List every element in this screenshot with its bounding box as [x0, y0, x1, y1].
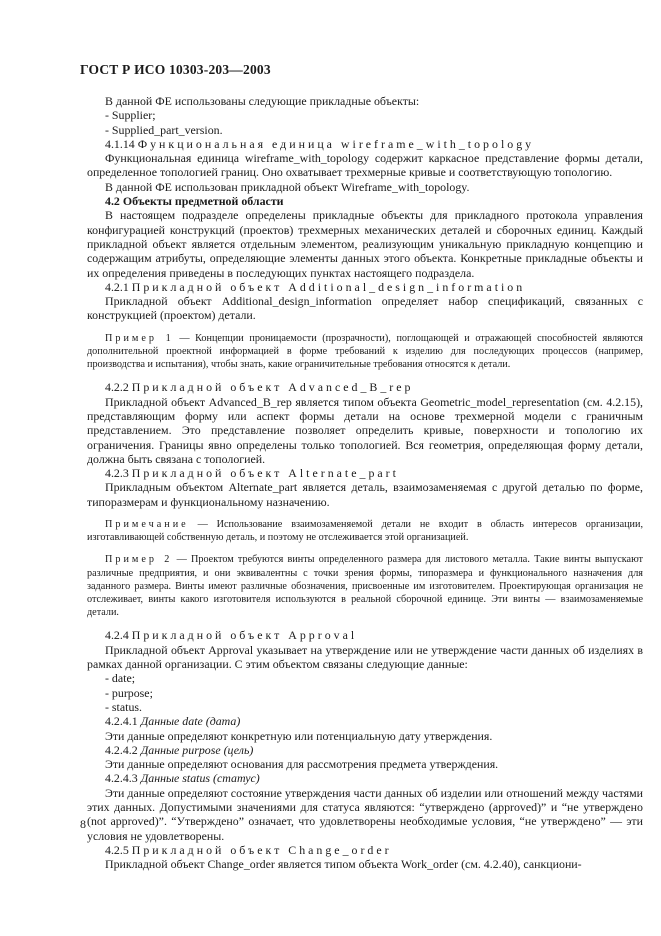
section-heading [87, 628, 643, 642]
section-title: Прикладной объект Alternate_part [131, 466, 399, 481]
paragraph: Эти данные определяют состояние утверждения части данных об изделии или отношений между частями этих данных. Допустимыми значениями для статуса являются: “утверждено (approved)” и “не утверждено (not approved)”. “Утверждено” означает, что удовлетворены необходимые условия, “не утверждено” — эти условия не удовлетворены. [87, 785, 643, 843]
paragraph: В данной ФЕ использован прикладной объект Wireframe_with_topology. [105, 179, 470, 194]
section-title: Функциональная единица wireframe_with_topology [137, 136, 535, 151]
section-title: Прикладной объект Approval [131, 628, 358, 643]
note-example [87, 332, 643, 372]
paragraph: Эти данные определяют основания для рассмотрения предмета утверждения. [105, 757, 499, 772]
section-number: 4.2.2 [105, 380, 129, 395]
paragraph: Функциональная единица wireframe_with_topology содержит каркасное представление формы детали, определенное топологией границ. Оно охватывает трехмерные кривые и соответствующую топологию. [87, 151, 643, 180]
section-number: 4.1.14 [105, 136, 135, 151]
section-number: 4.2.4.2 [105, 742, 138, 757]
section-heading [87, 137, 643, 151]
note [87, 518, 643, 544]
paragraph: Эти данные определяют конкретную или потенциальную дату утверждения. [105, 728, 493, 743]
paragraph: Прикладной объект Advanced_B_rep является типом объекта Geometric_model_representation (см. 4.2.15), представляющим форму или аспект формы детали на основе трехмерной модели с граничным представлением. Это представление позволяет определить кривые, поверхности и топологию их ограничения. Границы явно определены только топологией. Вся геометрия, определяющая форму детали, должна быть связана с топологией. [87, 394, 643, 466]
page-header: ГОСТ Р ИСО 10303-203—2003 [80, 62, 271, 77]
note-label: Пример 2 [105, 554, 173, 566]
section-heading [87, 843, 643, 857]
section-title: Данные purpose (цель) [140, 742, 254, 757]
list-item: - Supplied_part_version. [105, 122, 223, 137]
note-label: Примечание [105, 519, 189, 531]
section-number: 4.2.4.3 [105, 771, 138, 786]
list-item: - purpose; [105, 685, 153, 700]
section-title: Прикладной объект Change_order [131, 842, 392, 857]
subsection-heading: 4.2 Объекты предметной области [105, 194, 284, 209]
section-title: Данные status (статус) [140, 771, 260, 786]
section-heading [87, 771, 643, 785]
section-heading [87, 380, 643, 394]
paragraph: В данной ФЕ использованы следующие прикладные объекты: [105, 94, 420, 108]
note-text: — Использование взаимозаменяемой детали не входит в область интересов организации, изготавливающей собственную деталь, и поэтому не отслеживается этой организацией. [87, 519, 644, 544]
section-heading [87, 280, 643, 294]
note-text: — Концепции проницаемости (прозрачности), поглощающей и отражающей способностей являются дополнительной проектной информацией в форме требований к изделию для последующих процессов (например, производства и испытания), чтобы знать, какие ограничительные требования относятся к детали. [87, 332, 643, 371]
section-heading [87, 466, 643, 480]
paragraph: Прикладной объект Additional_design_information определяет набор спецификаций, связанных с конструкцией (проектом) детали. [87, 294, 643, 323]
section-heading [87, 714, 643, 728]
section-title: Прикладной объект Additional_design_information [131, 279, 526, 294]
list-item: - Supplier; [105, 108, 156, 123]
list-item: - status. [105, 699, 142, 714]
section-number: 4.2.4.1 [105, 714, 138, 729]
section-heading [87, 743, 643, 757]
paragraph: В настоящем подразделе определены прикладные объекты для прикладного протокола управления конфигурацией конструкций (проектов) трехмерных механических деталей и сборочных единиц. Каждый прикладной объект является отдельным элементом, реализующим уникальную прикладную концепцию и содержащим атрибуты, определяющие элементы данных этого объекта. Конкретные прикладные объекты и их определения приведены в последующих пунктах настоящего подраздела. [87, 208, 643, 280]
note-text: — Проектом требуются винты определенного размера для листового металла. Такие винты выпускают различные предприятия, и они эквивалентны с точки зрения формы, типоразмера и функционального назначения для заданного размера. Винты имеют различные обозначения, присвоенные им изготовителем. Проектирующая организация не отслеживает, винты какого изготовителя используются в реальной сборочной единице. Эти винты — взаимозаменяемые детали. [87, 554, 643, 619]
section-number: 4.2.1 [105, 279, 129, 294]
section-title: Данные date (дата) [140, 714, 241, 729]
paragraph: Прикладной объект Approval указывает на утверждение или не утверждение части данных об изделиях в рамках данной организации. С этим объектом связаны следующие данные: [87, 642, 643, 672]
page-content [87, 94, 643, 872]
paragraph: Прикладным объектом Alternate_part является деталь, взаимозаменяемая с другой деталью по форме, типоразмерам и функциональному назначению. [87, 480, 643, 509]
note-example [87, 553, 643, 619]
page-number: 8 [80, 817, 86, 831]
paragraph: Прикладной объект Change_order является типом объекта Work_order (см. 4.2.40), санкциони- [105, 857, 582, 872]
section-number: 4.2.4 [105, 628, 129, 643]
section-number: 4.2.3 [105, 466, 129, 481]
list-item: - date; [105, 671, 136, 686]
note-label: Пример 1 [105, 332, 174, 344]
section-number: 4.2.5 [105, 842, 129, 857]
section-title: Прикладной объект Advanced_B_rep [131, 380, 414, 395]
